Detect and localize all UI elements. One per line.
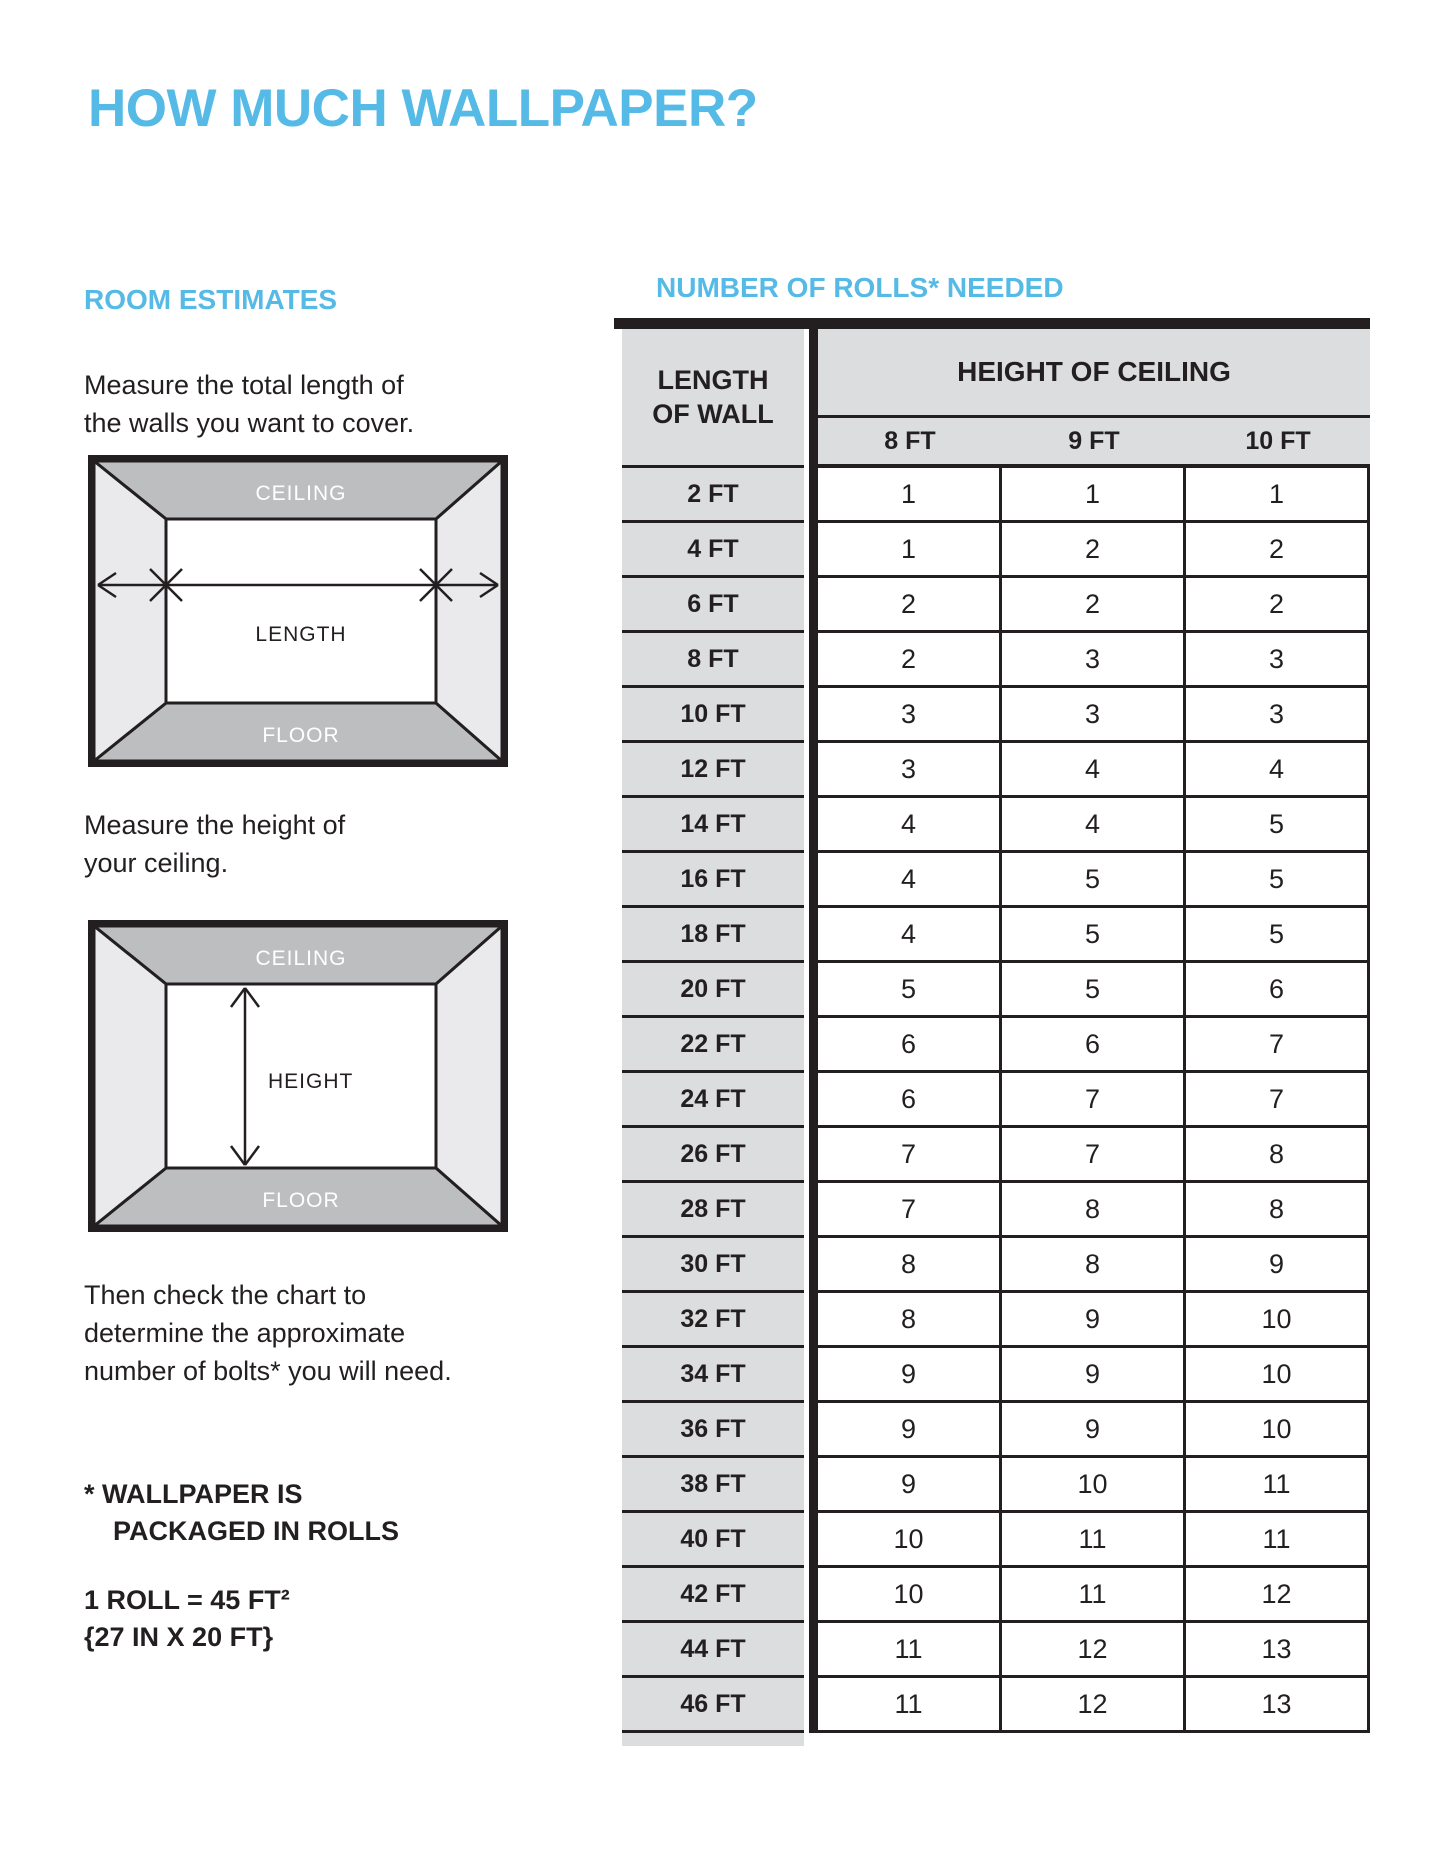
step2-text (84, 806, 345, 882)
rolls-value-cell: 11 (1002, 1513, 1186, 1568)
length-of-wall-header (622, 329, 804, 468)
step1-line1: Measure the total length of (84, 370, 404, 400)
wall-length-cell: 30 FT (622, 1238, 804, 1293)
back-wall-face (166, 519, 436, 703)
rolls-value-cell: 5 (1186, 853, 1370, 908)
rolls-value-cell: 2 (1002, 523, 1186, 578)
rolls-value-cell: 13 (1186, 1678, 1370, 1733)
wall-length-cell: 44 FT (622, 1623, 804, 1678)
rolls-value-cell: 2 (1186, 523, 1370, 578)
rolls-value-cell: 7 (818, 1128, 1002, 1183)
rolls-value-cell: 7 (1002, 1128, 1186, 1183)
rolls-value-cell: 9 (1002, 1348, 1186, 1403)
rolls-value-cell: 9 (818, 1348, 1002, 1403)
rolls-value-cell: 5 (1186, 798, 1370, 853)
rolls-value-cell: 6 (818, 1018, 1002, 1073)
rolls-value-cell: 12 (1002, 1623, 1186, 1678)
rolls-value-cell: 11 (1002, 1568, 1186, 1623)
ceiling-label: CEILING (255, 947, 347, 970)
wall-length-cell: 36 FT (622, 1403, 804, 1458)
rolls-value-cell: 3 (1186, 633, 1370, 688)
rolls-value-cell: 1 (1002, 468, 1186, 523)
rolls-value-cell: 9 (1002, 1293, 1186, 1348)
room-height-diagram (88, 920, 508, 1232)
rolls-value-cell: 3 (1002, 633, 1186, 688)
rolls-footnote (84, 1476, 399, 1550)
length-of-wall-column (622, 329, 804, 1746)
footnote-line2: PACKAGED IN ROLLS (113, 1516, 400, 1546)
roll-spec-line2: {27 IN X 20 FT} (84, 1622, 274, 1652)
roll-spec-line1: 1 ROLL = 45 FT² (84, 1585, 290, 1615)
room-length-diagram (88, 455, 508, 767)
rolls-value-cell: 3 (1002, 688, 1186, 743)
wall-length-cell: 14 FT (622, 798, 804, 853)
step1-text (84, 366, 414, 442)
rolls-value-cell: 7 (1186, 1073, 1370, 1128)
rolls-value-cell: 8 (818, 1293, 1002, 1348)
wall-length-cell: 6 FT (622, 578, 804, 633)
rolls-value-cell: 9 (818, 1458, 1002, 1513)
room-estimates-heading: ROOM ESTIMATES (84, 284, 338, 315)
rolls-value-cell: 11 (1186, 1513, 1370, 1568)
rolls-value-cell: 12 (1186, 1568, 1370, 1623)
rolls-value-cell: 8 (1002, 1238, 1186, 1293)
rolls-value-cell: 8 (818, 1238, 1002, 1293)
rolls-table (614, 318, 1370, 1746)
wall-length-cell: 32 FT (622, 1293, 804, 1348)
ceiling-label: CEILING (255, 482, 347, 505)
rolls-value-cell: 8 (1002, 1183, 1186, 1238)
wall-length-cell: 2 FT (622, 468, 804, 523)
rolls-value-cell: 13 (1186, 1623, 1370, 1678)
rolls-value-cell: 9 (1186, 1238, 1370, 1293)
length-dimension-label: LENGTH (255, 623, 347, 646)
wall-length-cell: 10 FT (622, 688, 804, 743)
floor-label: FLOOR (262, 1189, 340, 1212)
rolls-value-cell: 4 (1002, 743, 1186, 798)
rolls-value-cell: 8 (1186, 1128, 1370, 1183)
step2-line2: your ceiling. (84, 848, 229, 878)
rolls-value-cell: 9 (818, 1403, 1002, 1458)
wall-length-cell: 40 FT (622, 1513, 804, 1568)
rolls-value-cell: 12 (1002, 1678, 1186, 1733)
rolls-value-cell: 2 (1186, 578, 1370, 633)
rolls-value-cell: 4 (1002, 798, 1186, 853)
step3-line1: Then check the chart to (84, 1280, 367, 1310)
rolls-value-cell: 2 (1002, 578, 1186, 633)
thick-divider (809, 329, 818, 1733)
length-of-wall-header-line2: OF WALL (652, 399, 774, 429)
wall-length-cell: 42 FT (622, 1568, 804, 1623)
rolls-needed-heading: NUMBER OF ROLLS* NEEDED (656, 272, 1064, 303)
rolls-value-cell: 5 (818, 963, 1002, 1018)
rolls-value-cell: 4 (818, 853, 1002, 908)
rolls-value-cell: 4 (818, 798, 1002, 853)
rolls-value-cell: 5 (1002, 963, 1186, 1018)
rolls-value-cell: 3 (1186, 688, 1370, 743)
step3-text (84, 1276, 452, 1390)
column-header-10ft: 10 FT (1245, 426, 1311, 455)
column-header-8ft: 8 FT (884, 426, 936, 455)
rolls-value-cell: 7 (1186, 1018, 1370, 1073)
rolls-value-cell: 8 (1186, 1183, 1370, 1238)
wall-length-cell: 20 FT (622, 963, 804, 1018)
wall-length-cell: 4 FT (622, 523, 804, 578)
wall-length-cell: 18 FT (622, 908, 804, 963)
rolls-value-cell: 6 (1002, 1018, 1186, 1073)
rolls-value-cell: 3 (818, 688, 1002, 743)
rolls-value-cell: 10 (1002, 1458, 1186, 1513)
wall-length-cell: 46 FT (622, 1678, 804, 1733)
rolls-value-cell: 11 (818, 1678, 1002, 1733)
wall-length-cell: 28 FT (622, 1183, 804, 1238)
step3-line2: determine the approximate (84, 1318, 406, 1348)
step1-line2: the walls you want to cover. (84, 408, 415, 438)
table-top-border (614, 318, 1370, 329)
wall-length-cell: 34 FT (622, 1348, 804, 1403)
wall-length-cell: 26 FT (622, 1128, 804, 1183)
floor-label: FLOOR (262, 724, 340, 747)
rolls-value-cell: 6 (818, 1073, 1002, 1128)
rolls-value-cell: 10 (1186, 1293, 1370, 1348)
rolls-value-cell: 1 (1186, 468, 1370, 523)
rolls-value-cell: 11 (818, 1623, 1002, 1678)
roll-spec (84, 1582, 290, 1656)
step2-line1: Measure the height of (84, 810, 346, 840)
footnote-line1: * WALLPAPER IS (84, 1479, 303, 1509)
rolls-value-cell: 7 (818, 1183, 1002, 1238)
rolls-value-cell: 10 (818, 1568, 1002, 1623)
length-column-tail (622, 1733, 804, 1746)
wall-length-cell: 24 FT (622, 1073, 804, 1128)
rolls-value-cell: 4 (1186, 743, 1370, 798)
rolls-value-cell: 5 (1186, 908, 1370, 963)
height-of-ceiling-header: HEIGHT OF CEILING (818, 329, 1370, 418)
rolls-grid (818, 468, 1370, 1733)
rolls-value-cell: 5 (1002, 853, 1186, 908)
rolls-value-cell: 3 (818, 743, 1002, 798)
wall-length-cell: 16 FT (622, 853, 804, 908)
rolls-value-cell: 1 (818, 468, 1002, 523)
ceiling-height-subheader (818, 418, 1370, 468)
height-dimension-label: HEIGHT (268, 1070, 354, 1093)
rolls-value-cell: 4 (818, 908, 1002, 963)
page-title: HOW MUCH WALLPAPER? (88, 79, 758, 138)
wall-length-cell: 12 FT (622, 743, 804, 798)
wall-length-cell: 8 FT (622, 633, 804, 688)
rolls-value-cell: 10 (1186, 1403, 1370, 1458)
column-header-9ft: 9 FT (1068, 426, 1120, 455)
rolls-value-cell: 5 (1002, 908, 1186, 963)
rolls-value-cell: 2 (818, 578, 1002, 633)
ceiling-height-columns (818, 329, 1370, 1746)
wall-length-cell: 38 FT (622, 1458, 804, 1513)
rolls-value-cell: 7 (1002, 1073, 1186, 1128)
rolls-value-cell: 11 (1186, 1458, 1370, 1513)
rolls-value-cell: 6 (1186, 963, 1370, 1018)
rolls-value-cell: 2 (818, 633, 1002, 688)
rolls-value-cell: 1 (818, 523, 1002, 578)
length-of-wall-header-line1: LENGTH (657, 365, 769, 395)
wall-length-cell: 22 FT (622, 1018, 804, 1073)
rolls-value-cell: 10 (818, 1513, 1002, 1568)
step3-line3: number of bolts* you will need. (84, 1356, 452, 1386)
rolls-value-cell: 10 (1186, 1348, 1370, 1403)
rolls-value-cell: 9 (1002, 1403, 1186, 1458)
